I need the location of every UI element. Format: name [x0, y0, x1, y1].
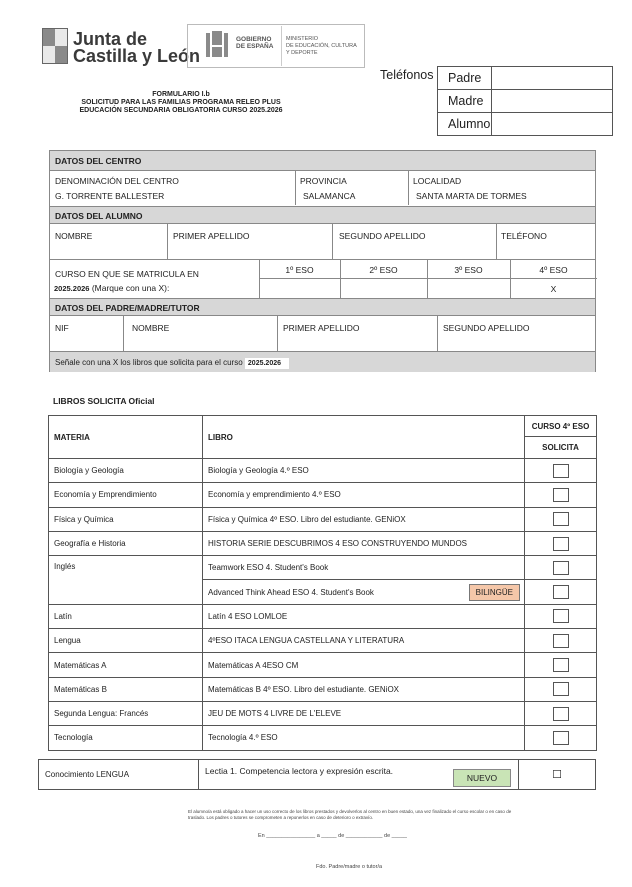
provincia-label: PROVINCIA — [300, 176, 347, 186]
senale-text: Señale con una X los libros que solicita para el curso — [55, 358, 243, 367]
divider — [295, 171, 296, 205]
materia-cell: Geografía e Historia — [49, 531, 203, 555]
extra-table — [38, 759, 596, 790]
curso-label: CURSO EN QUE SE MATRICULA EN — [55, 269, 199, 279]
place-date-line[interactable]: En ________________ a _____ de ____________ de _____ — [258, 833, 407, 839]
table-row — [49, 459, 597, 483]
senale-year: 2025.2026 — [245, 358, 289, 369]
curso-hint-text: (Marque con una X): — [91, 283, 170, 293]
libro-cell: Advanced Think Ahead ESO 4. Student's Book — [208, 587, 374, 597]
solicita-checkbox[interactable] — [553, 707, 569, 721]
phones-label: Teléfonos — [380, 68, 434, 82]
col-solicita-header: SOLICITA — [525, 437, 597, 459]
padre-nif-label[interactable]: NIF — [55, 323, 69, 333]
extra-checkbox[interactable]: ☐ — [519, 760, 596, 790]
divider — [437, 316, 438, 351]
materia-cell: Matemáticas B — [49, 677, 203, 701]
materia-cell: Latín — [49, 604, 203, 628]
logo-divider — [281, 26, 282, 66]
title-line3: EDUCACIÓN SECUNDARIA OBLIGATORIA CURSO — [79, 107, 248, 114]
jcyl-shield-icon — [42, 28, 68, 64]
alumno-telefono-label[interactable]: TELÉFONO — [501, 231, 547, 241]
min-line1: MINISTERIO — [286, 36, 319, 42]
provincia-value[interactable]: SALAMANCA — [303, 191, 356, 201]
extra-materia: Conocimiento LENGUA — [39, 760, 199, 790]
col-curso-header: CURSO 4º ESO — [525, 416, 597, 437]
solicita-checkbox[interactable] — [553, 682, 569, 696]
table-row — [49, 726, 597, 750]
table-row — [49, 531, 597, 555]
title-year: 2025.2026 — [249, 107, 283, 114]
footer-note: El alumno/a está obligado a hacer un uso correcto de los libros prestados y devolverlos al centro en buen estado, una vez finalizado el curso escolar o en caso de traslado. Los padres o tutores se comprometen a reponerlos en caso de deterioro o extravío. — [188, 809, 512, 820]
data-form — [49, 150, 596, 372]
books-table — [48, 415, 597, 751]
curso-2eso-label: 2º ESO — [369, 265, 398, 275]
table-row — [49, 653, 597, 677]
title-line1: FORMULARIO I.b — [152, 91, 210, 98]
phone-field-alumno[interactable] — [492, 113, 613, 136]
gob-line1: GOBIERNO — [236, 36, 272, 43]
localidad-label: LOCALIDAD — [413, 176, 462, 186]
denominacion-label: DENOMINACIÓN DEL CENTRO — [55, 176, 179, 186]
gobierno-text — [236, 36, 273, 50]
libro-cell: Tecnología 4.º ESO — [203, 726, 525, 750]
curso-4eso-label: 4º ESO — [539, 265, 568, 275]
jcyl-line1: Junta de — [73, 29, 148, 49]
libro-cell: 4ºESO ITACA LENGUA CASTELLANA Y LITERATURA — [203, 629, 525, 653]
libro-cell: Matemáticas A 4ESO CM — [203, 653, 525, 677]
divider — [50, 259, 595, 260]
signature-label: Fdo. Padre/madre o tutor/a — [316, 864, 383, 870]
bilingue-badge: BILINGÜE — [469, 584, 520, 601]
materia-cell: Física y Química — [49, 507, 203, 531]
libro-cell: Teamwork ESO 4. Student's Book — [203, 556, 525, 580]
libros-title: LIBROS SOLICITA Oficial — [53, 396, 155, 406]
materia-cell: Tecnología — [49, 726, 203, 750]
solicita-checkbox[interactable] — [553, 658, 569, 672]
section-datos-alumno: DATOS DEL ALUMNO — [50, 206, 595, 224]
libro-cell: Economía y emprendimiento 4.º ESO — [203, 483, 525, 507]
materia-cell: Biología y Geología — [49, 459, 203, 483]
senale-bar — [50, 351, 595, 372]
curso-hint — [54, 283, 169, 293]
table-row — [49, 701, 597, 725]
phone-label-padre: Padre — [438, 67, 492, 90]
denominacion-value[interactable]: G. TORRENTE BALLESTER — [55, 191, 165, 201]
alumno-segundo-apellido-label[interactable]: SEGUNDO APELLIDO — [339, 231, 426, 241]
solicita-checkbox[interactable] — [553, 731, 569, 745]
ministerio-text — [286, 36, 357, 57]
phone-label-alumno: Alumno — [438, 113, 492, 136]
divider — [123, 316, 124, 351]
materia-cell: Segunda Lengua: Francés — [49, 701, 203, 725]
divider — [167, 224, 168, 259]
section-datos-padre: DATOS DEL PADRE/MADRE/TUTOR — [50, 298, 595, 316]
solicita-checkbox[interactable] — [553, 464, 569, 478]
libro-cell: HISTORIA SERIE DESCUBRIMOS 4 ESO CONSTRUYENDO MUNDOS — [203, 531, 525, 555]
solicita-checkbox[interactable] — [553, 537, 569, 551]
materia-cell: Economía y Emprendimiento — [49, 483, 203, 507]
phones-table — [437, 66, 613, 136]
col-materia-header: MATERIA — [49, 416, 203, 459]
divider — [259, 278, 597, 279]
solicita-checkbox[interactable] — [553, 561, 569, 575]
divider — [496, 224, 497, 259]
libro-cell: JEU DE MOTS 4 LIVRE DE L'ELEVE — [203, 701, 525, 725]
curso-3eso-label: 3º ESO — [454, 265, 483, 275]
extra-libro: Lectia 1. Competencia lectora y expresión escrita. — [199, 760, 519, 790]
solicita-checkbox[interactable] — [553, 585, 569, 599]
libro-cell: Biología y Geología 4.º ESO — [203, 459, 525, 483]
divider — [332, 224, 333, 259]
title-line3-wrap — [46, 107, 316, 115]
spain-crest-icon — [204, 29, 230, 61]
materia-cell: Lengua — [49, 629, 203, 653]
nuevo-badge: NUEVO — [453, 769, 511, 787]
solicita-checkbox[interactable] — [553, 512, 569, 526]
table-row — [39, 760, 596, 790]
table-row — [49, 483, 597, 507]
materia-cell: Inglés — [49, 556, 203, 605]
solicita-checkbox[interactable] — [553, 634, 569, 648]
phone-field-padre[interactable] — [492, 67, 613, 90]
padre-segundo-apellido-label[interactable]: SEGUNDO APELLIDO — [443, 323, 530, 333]
jcyl-logo-text — [73, 31, 200, 65]
min-line2: DE EDUCACIÓN, CULTURA — [286, 43, 357, 49]
curso-4eso-mark[interactable]: X — [550, 284, 557, 294]
form-title — [46, 91, 316, 115]
localidad-value[interactable]: SANTA MARTA DE TORMES — [416, 191, 527, 201]
table-row — [49, 604, 597, 628]
divider — [277, 316, 278, 351]
padre-primer-apellido-label[interactable]: PRIMER APELLIDO — [283, 323, 360, 333]
min-line3: Y DEPORTE — [286, 50, 318, 56]
jcyl-line2: Castilla y León — [73, 46, 201, 66]
table-row — [49, 677, 597, 701]
curso-year: 2025.2026 — [54, 284, 90, 293]
solicita-checkbox[interactable] — [553, 488, 569, 502]
divider — [408, 171, 409, 205]
padre-nombre-label[interactable]: NOMBRE — [132, 323, 170, 333]
table-row — [49, 629, 597, 653]
libro-cell: Física y Química 4º ESO. Libro del estudiante. GENiOX — [203, 507, 525, 531]
alumno-primer-apellido-label[interactable]: PRIMER APELLIDO — [173, 231, 250, 241]
libro-cell: Matemáticas B 4º ESO. Libro del estudiante. GENiOX — [203, 677, 525, 701]
section-datos-centro: DATOS DEL CENTRO — [50, 151, 595, 171]
table-row — [49, 507, 597, 531]
gob-line2: DE ESPAÑA — [236, 43, 274, 50]
phone-label-madre: Madre — [438, 90, 492, 113]
title-line2: SOLICITUD PARA LAS FAMILIAS PROGRAMA RELEO PLUS — [81, 99, 281, 106]
phone-field-madre[interactable] — [492, 90, 613, 113]
libro-cell: Latín 4 ESO LOMLOE — [203, 604, 525, 628]
col-libro-header: LIBRO — [203, 416, 525, 459]
materia-cell: Matemáticas A — [49, 653, 203, 677]
libro-cell-with-badge — [203, 580, 525, 604]
curso-1eso-label: 1º ESO — [285, 265, 314, 275]
table-row — [49, 556, 597, 580]
solicita-checkbox[interactable] — [553, 609, 569, 623]
alumno-nombre-label[interactable]: NOMBRE — [55, 231, 93, 241]
